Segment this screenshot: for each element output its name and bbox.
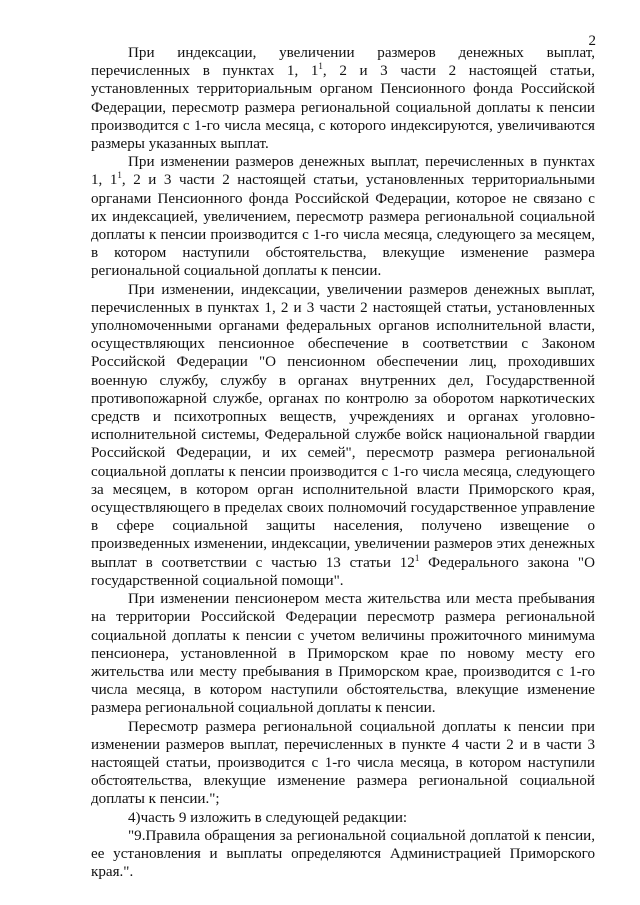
superscript: 1 (414, 552, 420, 563)
paragraph-federal-executive-bodies: При изменении, индексации, увеличении размеров денежных выплат, перечисленных в пунктах 1, 2 и 3 части 2 настоящей статьи, установленных уполномоченными органами федеральных органов исполнительной власти, осуществляющих пенсионное обеспечение в соответствии с Законом Российской Федерации "О пенсионном обеспечении лиц, проходивших военную службу, службу в органах внутренних дел, Государственной противопожарной службе, органах по контролю за оборотом наркотических средств и психотропных веществ, учреждениях и органах уголовно-исполнительной системы, Федеральной службе войск национальной гвардии Российской Федерации, и их семей", пересмотр размера региональной социальной доплаты к пенсии производится с 1-го числа месяца, следующего за месяцем, в котором орган исполнительной власти Приморского края, осуществляющего в пределах своих полномочий государственное управление в сфере социальной защиты населения, получено извещение о произведенных изменении, индексации, увеличении размеров этих денежных выплат в соответствии с частью 13 статьи $12^1$ Федерального закона "О государственной социальной помощи". (91, 281, 595, 589)
paragraph-new-part-9-text: "9.Правила обращения за региональной социальной доплатой к пенсии, ее установления и выплаты определяются Администрацией Приморского края.". (91, 827, 595, 881)
paragraph-change-not-indexation: При изменении размеров денежных выплат, перечисленных в пунктах 1, $1^1$, 2 и 3 части 2 настоящей статьи, установленных территориальными органами Пенсионного фонда Российской Федерации, которое не связано с их индексацией, увеличением, пересмотр размера региональной социальной доплаты к пенсии производится с 1-го числа месяца, следующего за месяцем, в котором наступили обстоятельства, влекущие изменение размера региональной социальной доплаты к пенсии. (91, 154, 595, 280)
paragraph-indexation-pension-fund: При индексации, увеличении размеров денежных выплат, перечисленных в пунктах 1, $1^1$, 2 и 3 части 2 настоящей статьи, установленных территориальным органом Пенсионного фонда Российской Федерации, пересмотр размера региональной социальной доплаты к пенсии производится с 1-го числа месяца, с которого индексируются, увеличиваются размеры указанных выплат. (91, 45, 595, 153)
paragraph-amendment-part-9: 4)часть 9 изложить в следующей редакции: (128, 809, 408, 826)
superscript: 1 (117, 170, 122, 181)
paragraph-recalculation-point-4: Пересмотр размера региональной социальной доплаты к пенсии при изменении размеров выплат, перечисленных в пункте 4 части 2 и в части 3 настоящей статьи, производится с 1-го числа месяца, в котором наступили обстоятельства, влекущие изменение размера региональной социальной доплаты к пенсии."; (91, 718, 595, 808)
document-body (91, 44, 595, 881)
superscript: 1 (318, 61, 323, 72)
paragraph-change-of-residence: При изменении пенсионером места жительства или места пребывания на территории Российской Федерации пересмотр размера региональной социальной доплаты к пенсии с учетом величины прожиточного минимума пенсионера, установленной в Приморском крае по новому месту его жительства или месту пребывания в Приморском крае, производится с 1-го числа месяца, в котором наступили обстоятельства, влекущие изменение размера региональной социальной доплаты к пенсии. (91, 591, 595, 717)
page-number: 2 (588, 33, 596, 49)
